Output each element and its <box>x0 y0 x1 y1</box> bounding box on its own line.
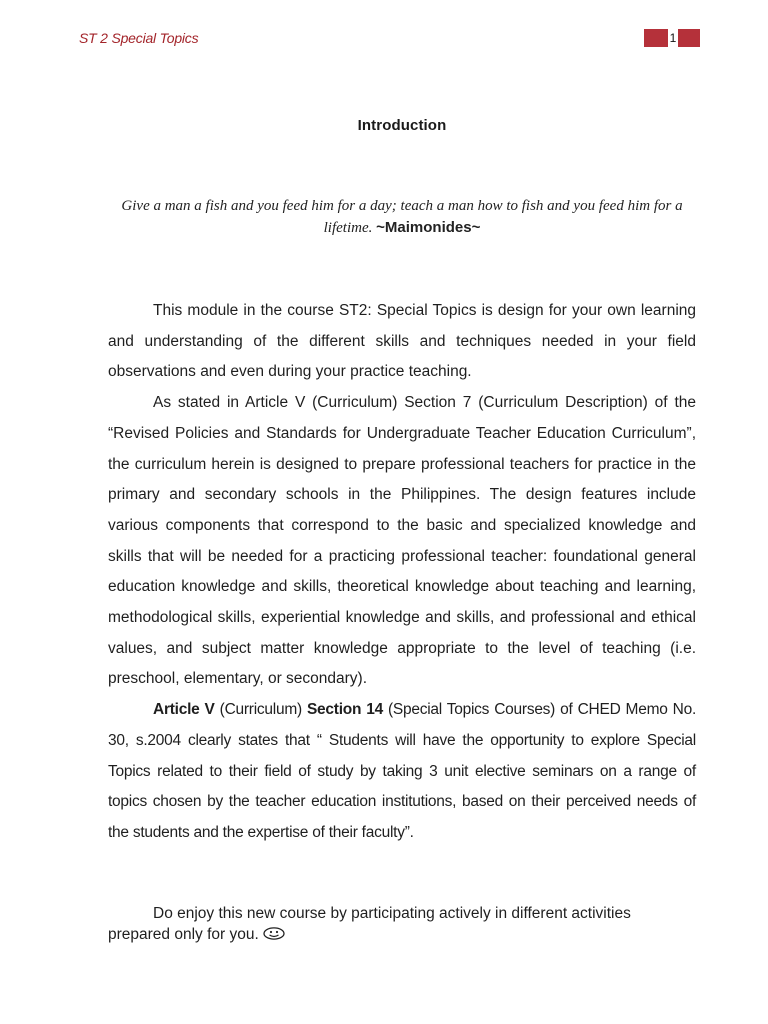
section-ref: Section 14 <box>306 701 383 719</box>
quote-text: Give a man a fish and you feed him for a day; teach a man how to fish and you feed him for a lifetime. <box>121 198 683 236</box>
smiley-icon <box>263 927 285 940</box>
header-title: ST 2 Special Topics <box>79 30 199 46</box>
paragraph-1: This module in the course ST2: Special Topics is design for your own learning and understanding of the different skills and techniques needed in your field observations and even during your practice teaching. <box>108 302 696 381</box>
paragraph-2: As stated in Article V (Curriculum) Section 7 (Curriculum Description) of the “Revised Policies and Standards for Undergraduate Teacher Education Curriculum”, the curriculum herein is designed to prepare professional teachers for practice in the primary and secondary schools in the Philippines. The design features include various components that correspond to the basic and specialized knowledge and skills that will be needed for a practicing professional teacher: foundational general education knowledge and skills, theoretical knowledge about teaching and learning, methodological skills, experiential knowledge and skills, and professional and ethical values, and subject matter knowledge appropriate to the level of teaching (i.e. preschool, elementary, or secondary). <box>108 394 696 688</box>
article-ref: Article V <box>153 701 215 719</box>
document-body <box>108 296 696 849</box>
closing-paragraph <box>108 903 696 945</box>
page-number-box <box>644 29 700 47</box>
curriculum-ref: (Curriculum) <box>214 701 307 719</box>
page-number-accent-right <box>678 29 700 47</box>
page-header <box>0 0 768 60</box>
closing-text: Do enjoy this new course by participating actively in different activities prepared only for you. <box>108 905 631 943</box>
page-number-accent-left <box>644 29 668 47</box>
page-number: 1 <box>669 31 677 45</box>
paragraph-3-rest: (Special Topics Courses) of CHED Memo No. 30, s.2004 clearly states that “ Students will have the opportunity to explore Special Topics related to their field of study by taking 3 unit elective seminars on a range of topics chosen by the teacher education institutions, based on their perceived needs of the students and the expertise of their faculty”. <box>108 701 697 841</box>
document-title: Introduction <box>357 117 447 134</box>
paragraph-3 <box>108 695 696 849</box>
quote-author: ~Maimonides~ <box>376 219 481 236</box>
epigraph-quote <box>108 196 696 239</box>
